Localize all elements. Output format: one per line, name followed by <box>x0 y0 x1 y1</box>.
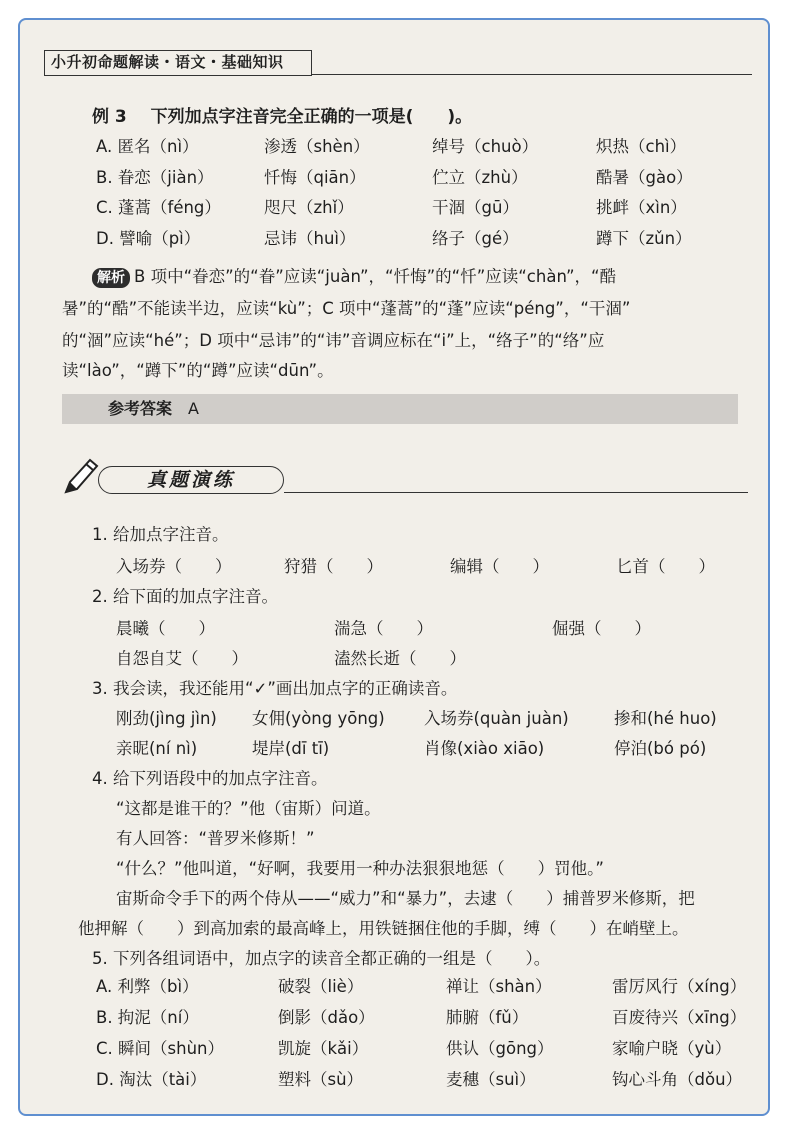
q2-item: 倔强（ ） <box>552 619 651 638</box>
q4-line: “这都是谁干的？”他（宙斯）问道。 <box>116 799 381 818</box>
analysis-text: B 项中“眷恋”的“眷”应读“juàn”，“忏悔”的“忏”应读“chàn”，“酷 <box>134 267 617 286</box>
q4-prompt: 4. 给下列语段中的加点字注音。 <box>92 769 328 788</box>
q4-line: 有人回答：“普罗米修斯！” <box>116 829 315 848</box>
example3-option: C. 蓬蒿（féng） <box>96 198 221 217</box>
answer-label: 参考答案 <box>108 399 173 418</box>
q4-line: “什么？”他叫道，“好啊，我要用一种办法狠狠地惩（ ）罚他。” <box>116 859 604 878</box>
q5-option: 塑料（sù） <box>278 1070 364 1089</box>
q5-option: 供认（gōng） <box>446 1039 554 1058</box>
q1-item: 狩猎（ ） <box>284 557 383 576</box>
q5-option: 钩心斗角（dǒu） <box>612 1070 743 1089</box>
q5-option: D. 淘汰（tài） <box>96 1070 207 1089</box>
example3-question-text: 下列加点字注音完全正确的一项是( )。 <box>150 107 473 127</box>
example3-option: 咫尺（zhǐ） <box>264 198 354 217</box>
example3-option: 蹲下（zǔn） <box>596 228 692 248</box>
q5-option: 破裂（liè） <box>278 977 364 996</box>
q5-prompt: 5. 下列各组词语中，加点字的读音全都正确的一组是（ ）。 <box>92 949 551 968</box>
q5-option: 禅让（shàn） <box>446 977 552 996</box>
example3-option: A. 匿名（nì） <box>96 137 199 156</box>
example3-option: 酷暑（gào） <box>596 167 693 187</box>
example3-option: B. 眷恋（jiàn） <box>96 167 214 187</box>
example3-question <box>92 104 472 130</box>
q1-item: 入场券（ ） <box>116 557 232 576</box>
q3-item: 掺和(hé huo) <box>614 709 717 728</box>
q5-option: 肺腑（fǔ） <box>446 1008 529 1027</box>
q4-line: 他押解（ ）到高加索的最高峰上，用铁链捆住他的手脚，缚（ ）在峭壁上。 <box>78 919 689 938</box>
q3-item: 肖像(xiào xiāo) <box>424 739 545 758</box>
q5-option: 百废待兴（xīng） <box>612 1008 747 1027</box>
analysis-line: 的“涸”应读“hé”；D 项中“忌讳”的“讳”音调应标在“i”上，“络子”的“络”应 <box>62 331 605 350</box>
answer-value: A <box>188 399 199 418</box>
example3-option: 络子（gé） <box>432 228 519 248</box>
q5-option: 凯旋（kǎi） <box>278 1039 369 1058</box>
q2-item: 自怨自艾（ ） <box>116 649 248 668</box>
analysis-line: 暑”的“酷”不能读半边，应读“kù”；C 项中“蓬蒿”的“蓬”应读“péng”，“干涸” <box>62 299 631 318</box>
q2-item: 晨曦（ ） <box>116 619 215 638</box>
q1-item: 编辑（ ） <box>450 557 549 576</box>
q2-item: 湍急（ ） <box>334 619 433 638</box>
q3-item: 刚劲(jìng jìn) <box>116 709 217 728</box>
q5-option: C. 瞬间（shùn） <box>96 1039 224 1058</box>
example3-option: 绰号（chuò） <box>432 137 539 156</box>
section-heading <box>60 454 750 500</box>
example3-option: 挑衅（xìn） <box>596 198 687 217</box>
example3-option: 渗透（shèn） <box>264 137 370 156</box>
q3-item: 亲昵(ní nì) <box>116 739 198 758</box>
analysis-tag: 解析 <box>92 268 130 288</box>
q5-option: A. 利弊（bì） <box>96 977 199 996</box>
q1-prompt: 1. 给加点字注音。 <box>92 525 229 544</box>
q4-line: 宙斯命令手下的两个侍从——“威力”和“暴力”，去逮（ ）捕普罗米修斯，把 <box>116 889 695 908</box>
q5-option: 倒影（dǎo） <box>278 1008 375 1027</box>
example3-label: 例 3 <box>92 107 127 127</box>
running-header: 小升初命题解读・语文・基础知识 <box>44 50 312 76</box>
header-rule <box>312 74 752 75</box>
analysis-line <box>92 264 616 290</box>
example3-option: 伫立（zhù） <box>432 167 528 187</box>
example3-option: 忏悔（qiān） <box>264 167 366 187</box>
q2-prompt: 2. 给下面的加点字注音。 <box>92 587 278 606</box>
example3-option: 炽热（chì） <box>596 137 687 156</box>
q5-option: 麦穗（suì） <box>446 1070 536 1089</box>
q3-item: 女佣(yòng yōng) <box>252 709 385 728</box>
q2-item: 溘然长逝（ ） <box>334 649 466 668</box>
example3-option: 忌讳（huì） <box>264 228 356 248</box>
q5-option: 家喻户晓（yù） <box>612 1039 732 1058</box>
section-rule <box>284 492 748 493</box>
q5-option: B. 拘泥（ní） <box>96 1008 199 1027</box>
q5-option: 雷厉风行（xíng） <box>612 977 747 996</box>
q3-item: 入场券(quàn juàn) <box>424 709 569 728</box>
q3-item: 停泊(bó pó) <box>614 739 707 758</box>
example3-option: D. 譬喻（pì） <box>96 228 201 248</box>
q3-item: 堤岸(dī tī) <box>252 739 330 758</box>
example3-option: 干涸（gū） <box>432 198 519 217</box>
q3-prompt: 3. 我会读，我还能用“✓”画出加点字的正确读音。 <box>92 679 458 698</box>
section-title: 真题演练 <box>98 466 284 494</box>
analysis-line: 读“lào”，“蹲下”的“蹲”应读“dūn”。 <box>62 361 334 380</box>
q1-item: 匕首（ ） <box>616 557 715 576</box>
